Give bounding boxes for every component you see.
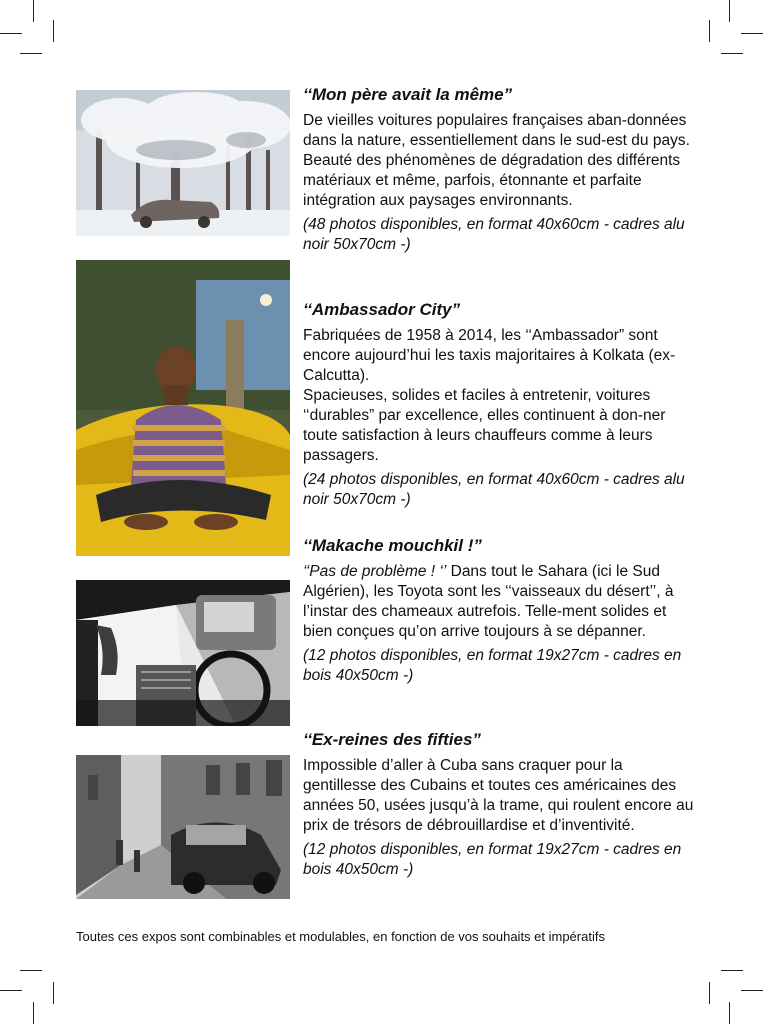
crop-mark	[0, 990, 22, 991]
crop-mark	[0, 33, 22, 34]
section-description	[303, 562, 695, 642]
section-title: ‘‘Ex-reines des fifties”	[303, 730, 481, 749]
crop-mark	[741, 33, 763, 34]
crop-mark	[741, 990, 763, 991]
section-title: ‘‘Ambassador City”	[303, 300, 461, 319]
section-title: ‘‘Makache mouchkil !”	[303, 536, 482, 555]
crop-mark	[729, 0, 730, 22]
crop-mark	[709, 20, 710, 42]
section-description	[303, 326, 695, 466]
section-description	[303, 111, 695, 211]
section-paragraph: Spacieuses, solides et faciles à entretenir, voitures ‘‘durables” par excellence, elles continuent à don-ner toute satisfaction à leurs chauffeurs comme à leurs passagers.	[303, 387, 666, 464]
crop-mark	[33, 1002, 34, 1024]
section-note: (12 photos disponibles, en format 19x27cm - cadres en bois 40x50cm -)	[303, 841, 682, 878]
crop-mark	[721, 970, 743, 971]
section-title: ‘‘Mon père avait la même”	[303, 85, 513, 104]
photo-ambassador-taxi	[76, 260, 290, 556]
section-paragraph: De vieilles voitures populaires françaises aban-données dans la nature, essentiellement dans le sud-est du pays.	[303, 112, 690, 149]
crop-mark	[20, 970, 42, 971]
section-mon-pere	[303, 85, 695, 255]
section-description	[303, 756, 695, 836]
photo-snow-car	[76, 90, 290, 236]
section-lead-italic: ‘‘Pas de problème ! ‘’	[303, 563, 447, 580]
section-note: (12 photos disponibles, en format 19x27cm - cadres en bois 40x50cm -)	[303, 647, 682, 684]
crop-mark	[20, 53, 42, 54]
section-paragraph: Fabriquées de 1958 à 2014, les ‘‘Ambassador” sont encore aujourd’hui les taxis majoritaires à Kolkata (ex-Calcutta).	[303, 327, 676, 384]
crop-mark	[729, 1002, 730, 1024]
section-paragraph: Impossible d’aller à Cuba sans craquer pour la gentillesse des Cubains et toutes ces américaines des années 50, usées jusqu’à la trame, qui roulent encore au prix de trésors de débrouillardise et d’inventivité.	[303, 757, 694, 834]
section-note: (48 photos disponibles, en format 40x60cm - cadres alu noir 50x70cm -)	[303, 216, 685, 253]
section-text: Dans tout le Sahara (ici le Sud Algérien), les Toyota sont les ‘‘vaisseaux du désert’’, à l’instar des chameaux autrefois. Telle-ment solides et bien conçues qu’on arrive toujours à se dépanner.	[303, 563, 674, 640]
crop-mark	[721, 53, 743, 54]
crop-mark	[53, 982, 54, 1004]
photo-desert-toyota	[76, 580, 290, 726]
crop-mark	[53, 20, 54, 42]
photo-havana-car	[76, 755, 290, 899]
footer-note: Toutes ces expos sont combinables et modulables, en fonction de vos souhaits et impératifs	[76, 929, 605, 944]
section-note: (24 photos disponibles, en format 40x60cm - cadres alu noir 50x70cm -)	[303, 471, 685, 508]
section-ambassador	[303, 300, 695, 510]
crop-mark	[33, 0, 34, 22]
section-ex-reines	[303, 730, 695, 880]
section-paragraph	[303, 562, 695, 642]
section-paragraph: Beauté des phénomènes de dégradation des différents matériaux et même, parfois, étonnante et parfaite intégration aux paysages environnants.	[303, 152, 681, 209]
crop-mark	[709, 982, 710, 1004]
section-makache	[303, 536, 695, 686]
